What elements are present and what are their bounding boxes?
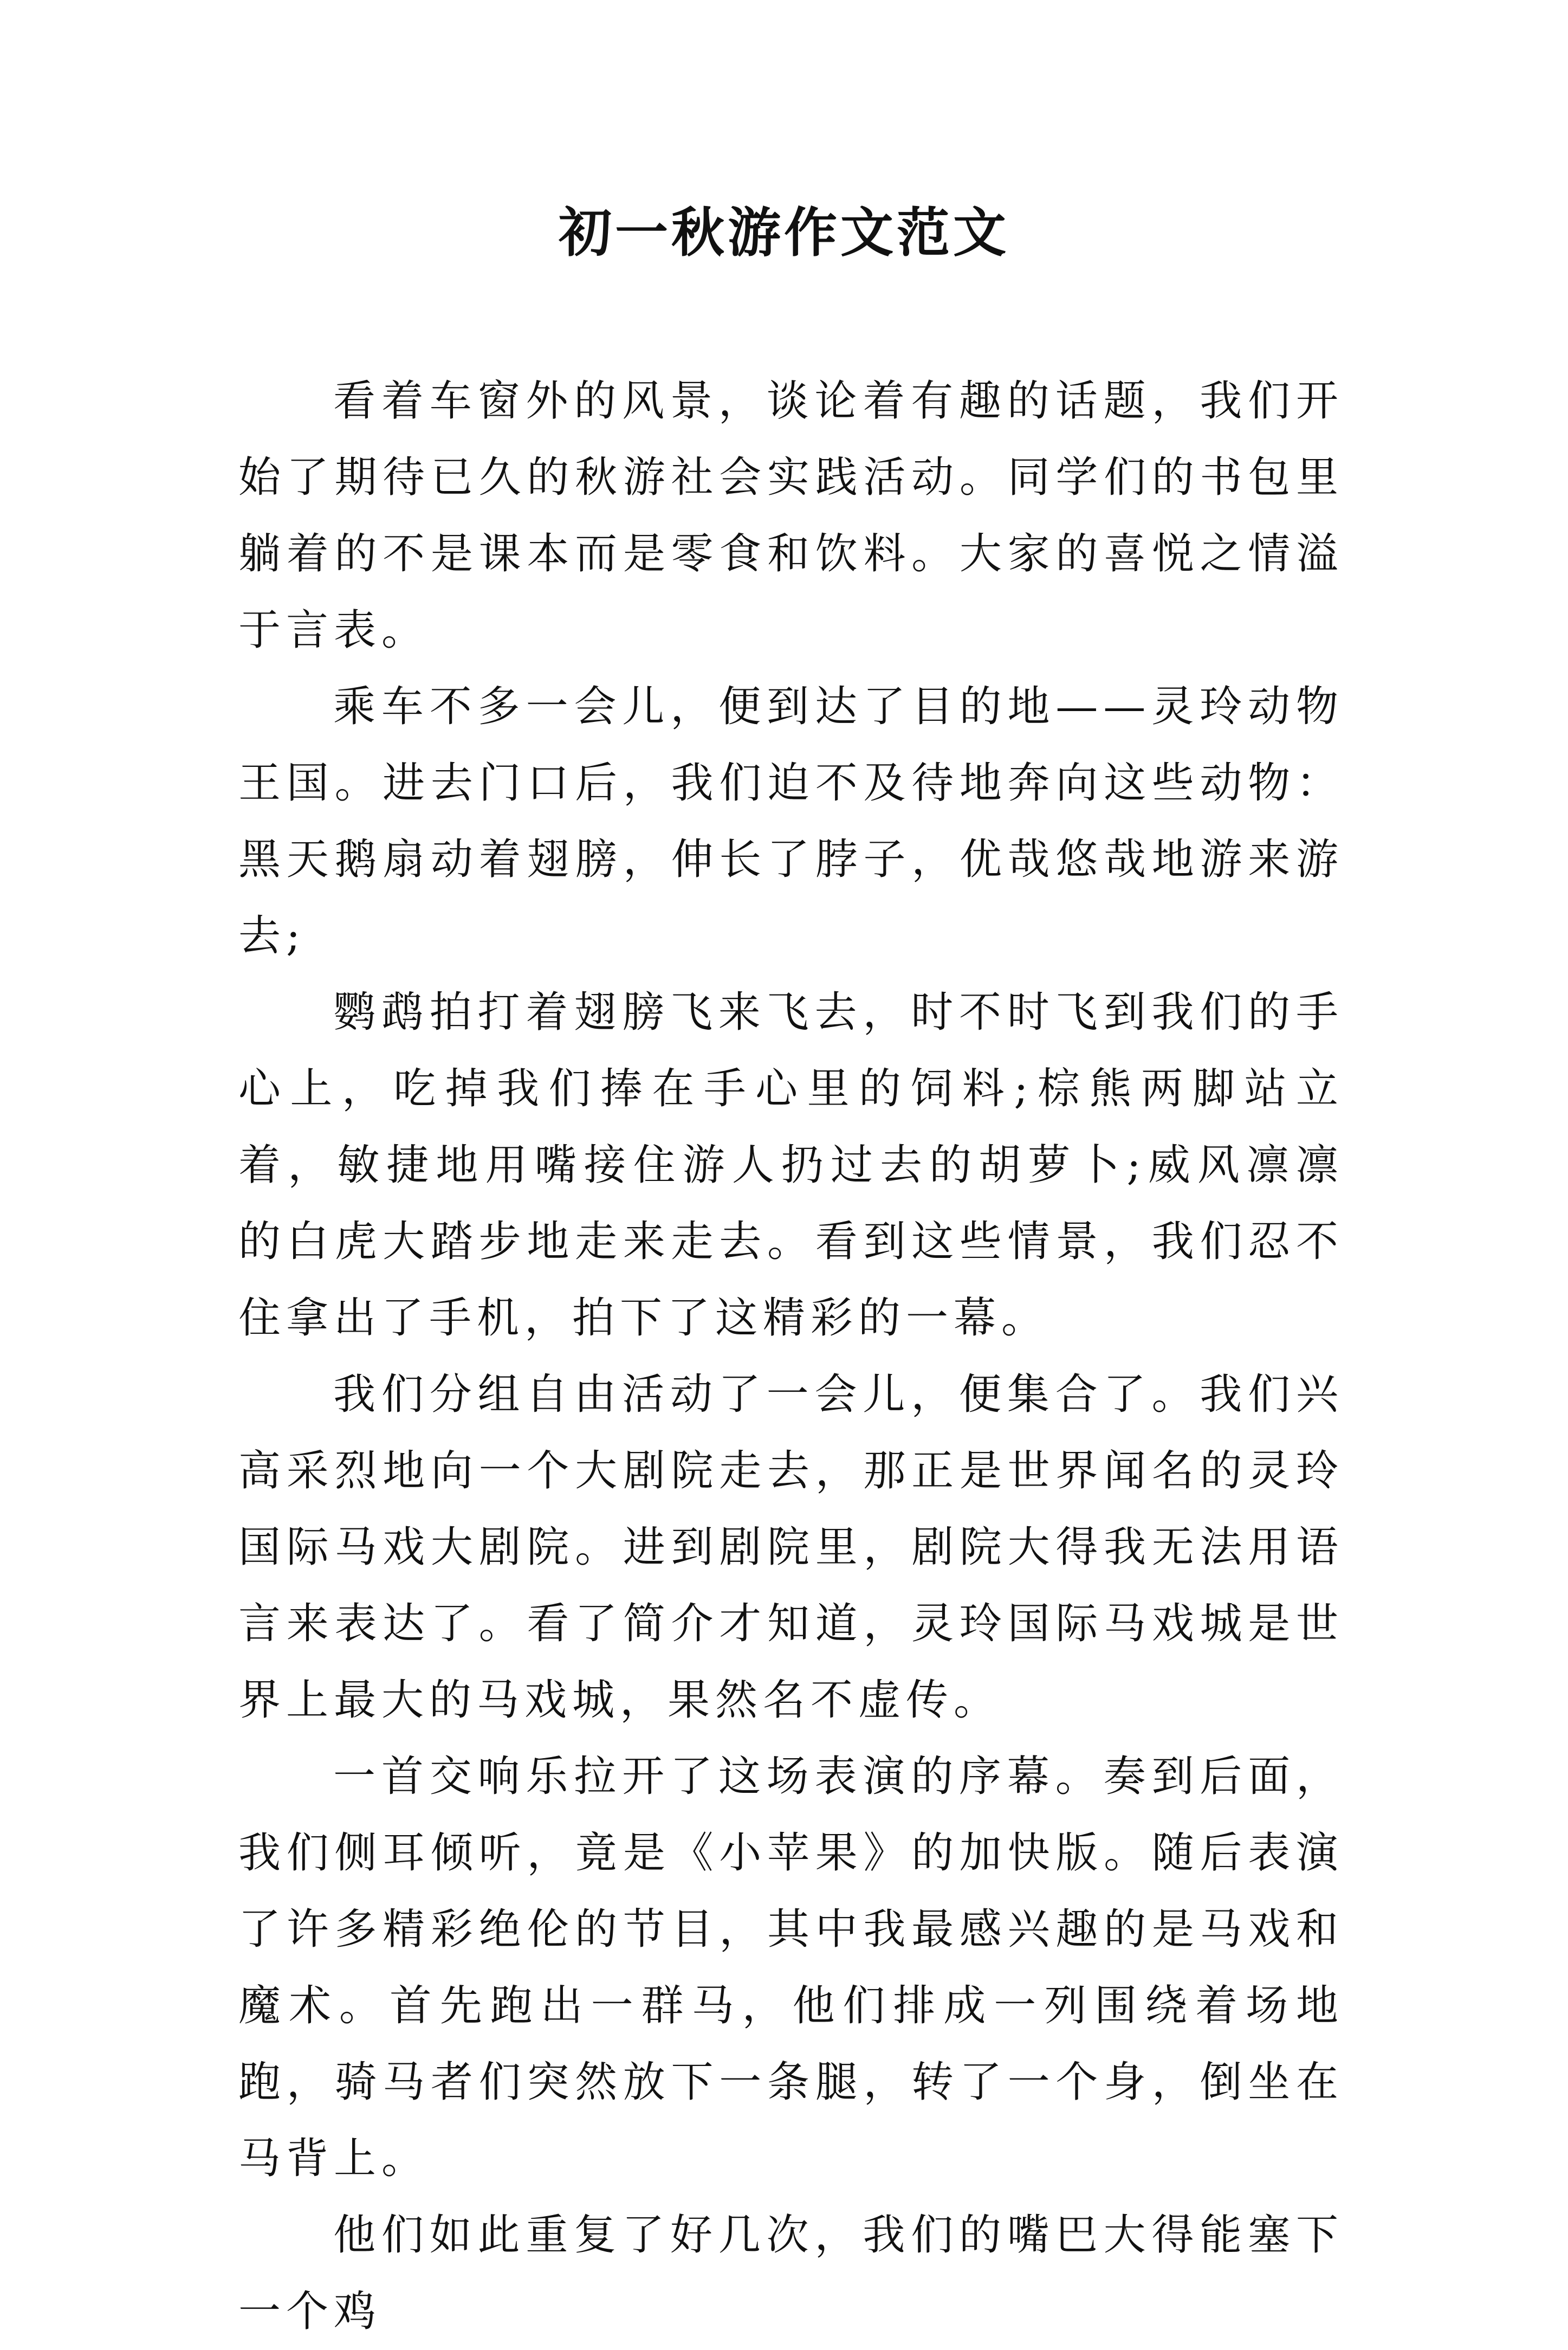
paragraph-6: 他们如此重复了好几次，我们的嘴巴大得能塞下一个鸡 <box>238 2211 1344 2336</box>
paragraph-2: 乘车不多一会儿，便到达了目的地——灵玲动物王国。进去门口后，我们迫不及待地奔向这些动物：黑天鹅扇动着翅膀，伸长了脖子，优哉悠哉地游来游去; <box>238 682 1344 960</box>
paragraph-1: 看着车窗外的风景，谈论着有趣的话题，我们开始了期待已久的秋游社会实践活动。同学们的书包里躺着的不是课本而是零食和饮料。大家的喜悦之情溢于言表。 <box>238 377 1344 655</box>
paragraph-3: 鹦鹉拍打着翅膀飞来飞去，时不时飞到我们的手心上，吃掉我们捧在手心里的饲料;棕熊两脚站立着，敏捷地用嘴接住游人扔过去的胡萝卜;威风凛凛的白虎大踏步地走来走去。看到这些情景，我们忍不住拿出了手机，拍下了这精彩的一幕。 <box>238 988 1344 1342</box>
paragraph-5: 一首交响乐拉开了这场表演的序幕。奏到后面，我们侧耳倾听，竟是《小苹果》的加快版。随后表演了许多精彩绝伦的节目，其中我最感兴趣的是马戏和魔术。首先跑出一群马，他们排成一列围绕着场地跑，骑马者们突然放下一条腿，转了一个身，倒坐在马背上。 <box>238 1752 1344 2183</box>
document-title: 初一秋游作文范文 <box>558 202 1009 264</box>
paragraph-4: 我们分组自由活动了一会儿，便集合了。我们兴高采烈地向一个大剧院走去，那正是世界闻名的灵玲国际马戏大剧院。进到剧院里，剧院大得我无法用语言来表达了。看了简介才知道，灵玲国际马戏城是世界上最大的马戏城，果然名不虚传。 <box>238 1370 1344 1725</box>
document-body <box>238 363 1344 2350</box>
